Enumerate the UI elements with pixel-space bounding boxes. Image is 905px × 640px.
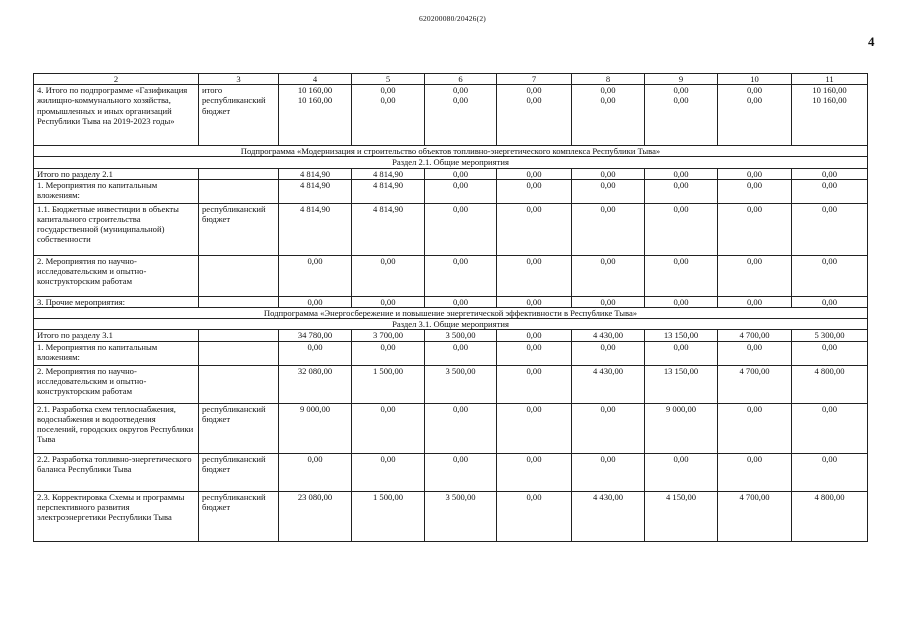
- value-cell: [352, 365, 425, 403]
- value-cell: [792, 330, 868, 341]
- table-row: [34, 453, 868, 491]
- funding-source-line: республиканский бюджет: [202, 453, 266, 474]
- section-heading: Подпрограмма «Модернизация и строительство объектов топливно-энергетического комплекса Республики Тыва»: [34, 146, 868, 157]
- value: 0,00: [452, 179, 469, 190]
- funding-source: [199, 403, 279, 453]
- value: 4 150,00: [665, 491, 697, 502]
- value-cell: [792, 403, 868, 453]
- value: 0,00: [600, 203, 616, 214]
- value: 3 700,00: [372, 330, 404, 341]
- table-row: [34, 168, 868, 179]
- value-cell: [718, 168, 792, 179]
- value-cell: [645, 179, 718, 203]
- value: 0,00: [526, 95, 542, 106]
- value: 0,00: [380, 85, 396, 96]
- value-cell: [572, 168, 645, 179]
- value-cell: [792, 296, 868, 307]
- value-cell: [572, 365, 645, 403]
- value: 1 500,00: [372, 365, 404, 376]
- value: 10 160,00: [812, 95, 847, 106]
- column-header: 10: [718, 74, 792, 85]
- value-cell: [572, 255, 645, 296]
- table-row: [34, 179, 868, 203]
- value: 0,00: [746, 341, 763, 352]
- value: 0,00: [526, 341, 542, 352]
- value: 4 814,90: [299, 179, 331, 190]
- funding-source-line: республиканский бюджет: [202, 203, 266, 225]
- value: 0,00: [821, 403, 838, 414]
- value: 34 780,00: [297, 330, 333, 341]
- value: 0,00: [821, 453, 838, 464]
- value-cell: [497, 296, 572, 307]
- row-name: 1. Мероприятия по капитальным вложениям:: [34, 179, 199, 203]
- value-cell: [279, 168, 352, 179]
- value: 0,00: [526, 85, 542, 96]
- value-cell: [352, 491, 425, 541]
- value: 0,00: [673, 341, 689, 352]
- value-cell: [718, 85, 792, 146]
- value: 13 150,00: [663, 365, 699, 376]
- table-row: [34, 85, 868, 146]
- row-name: 2.1. Разработка схем теплоснабжения, водоснабжения и водоотведения поселений, городских округов Республики Тыва: [34, 403, 199, 453]
- value-cell: [425, 203, 497, 255]
- value: 0,00: [452, 255, 469, 266]
- value-cell: [572, 203, 645, 255]
- value-cell: [425, 330, 497, 341]
- value: 0,00: [673, 203, 689, 214]
- value-cell: [792, 179, 868, 203]
- value-cell: [792, 365, 868, 403]
- value: 4 800,00: [814, 365, 845, 376]
- value: 5 300,00: [814, 330, 845, 341]
- value: 0,00: [673, 95, 689, 106]
- value: 9 000,00: [299, 403, 331, 414]
- value: 0,00: [526, 403, 542, 414]
- value: 0,00: [452, 168, 469, 179]
- table-row: [34, 203, 868, 255]
- value: 0,00: [746, 296, 763, 307]
- value-cell: [425, 491, 497, 541]
- section-heading: Подпрограмма «Энергосбережение и повышение энергетической эффективности в Республике Тыва»: [34, 308, 868, 319]
- value-cell: [497, 255, 572, 296]
- column-header: 8: [572, 74, 645, 85]
- value-cell: [352, 296, 425, 307]
- value-cell: [645, 453, 718, 491]
- value: 0,00: [600, 168, 616, 179]
- funding-source: [199, 453, 279, 491]
- value: 0,00: [526, 203, 542, 214]
- value: 0,00: [821, 296, 838, 307]
- value: 0,00: [452, 95, 469, 106]
- value: 23 080,00: [297, 491, 333, 502]
- column-header: 4: [279, 74, 352, 85]
- value: 0,00: [380, 255, 396, 266]
- value: 0,00: [600, 255, 616, 266]
- value-cell: [718, 296, 792, 307]
- column-header: 5: [352, 74, 425, 85]
- value: 0,00: [452, 341, 469, 352]
- value-cell: [352, 341, 425, 365]
- value-cell: [572, 453, 645, 491]
- funding-source: [199, 330, 279, 341]
- value-cell: [279, 365, 352, 403]
- value: 4 430,00: [592, 365, 624, 376]
- value: 0,00: [600, 179, 616, 190]
- value-cell: [645, 203, 718, 255]
- value-cell: [645, 255, 718, 296]
- value-cell: [792, 168, 868, 179]
- value-cell: [645, 330, 718, 341]
- value: 0,00: [526, 330, 542, 341]
- value: 0,00: [746, 203, 763, 214]
- value: 4 814,90: [372, 203, 404, 214]
- value: 0,00: [673, 255, 689, 266]
- table-row: [34, 255, 868, 296]
- value-cell: [352, 179, 425, 203]
- value-cell: [497, 85, 572, 146]
- value: 0,00: [600, 453, 616, 464]
- value-cell: [572, 341, 645, 365]
- value: 4 814,90: [372, 168, 404, 179]
- value-cell: [497, 168, 572, 179]
- value-cell: [425, 85, 497, 146]
- value-cell: [279, 296, 352, 307]
- value-cell: [497, 341, 572, 365]
- value: 0,00: [452, 403, 469, 414]
- funding-source: [199, 491, 279, 541]
- section-heading: Раздел 2.1. Общие мероприятия: [34, 157, 868, 168]
- value: 0,00: [526, 453, 542, 464]
- row-name: 1.1. Бюджетные инвестиции в объекты капитального строительства государственной (муниципальной) собственности: [34, 203, 199, 255]
- value: 0,00: [380, 296, 396, 307]
- value-cell: [572, 403, 645, 453]
- value-cell: [425, 296, 497, 307]
- value-cell: [352, 85, 425, 146]
- value-cell: [497, 203, 572, 255]
- funding-source-line: республиканский бюджет: [202, 95, 266, 116]
- value-cell: [497, 365, 572, 403]
- value: 0,00: [821, 255, 838, 266]
- value-cell: [645, 341, 718, 365]
- value: 0,00: [673, 179, 689, 190]
- value: 0,00: [746, 168, 763, 179]
- row-name: 2. Мероприятия по научно-исследовательским и опытно-конструкторским работам: [34, 255, 199, 296]
- value-cell: [718, 403, 792, 453]
- table-row: [34, 341, 868, 365]
- value: 0,00: [746, 85, 763, 96]
- value-cell: [718, 491, 792, 541]
- section-heading-row: [34, 308, 868, 319]
- value-cell: [718, 179, 792, 203]
- value-cell: [352, 453, 425, 491]
- value: 0,00: [307, 453, 323, 464]
- value: 0,00: [673, 85, 689, 96]
- value-cell: [572, 85, 645, 146]
- value-cell: [425, 403, 497, 453]
- value-cell: [425, 365, 497, 403]
- value-cell: [792, 203, 868, 255]
- value-cell: [279, 179, 352, 203]
- column-header: 3: [199, 74, 279, 85]
- value-cell: [718, 255, 792, 296]
- funding-source: [199, 179, 279, 203]
- row-name: 2. Мероприятия по научно-исследовательским и опытно-конструкторским работам: [34, 365, 199, 403]
- row-name: 1. Мероприятия по капитальным вложениям:: [34, 341, 199, 365]
- value: 0,00: [600, 341, 616, 352]
- value: 0,00: [821, 341, 838, 352]
- value-cell: [425, 453, 497, 491]
- row-name: 3. Прочие мероприятия:: [34, 296, 199, 307]
- value: 0,00: [380, 403, 396, 414]
- document-id: 620200080/20426(2): [419, 14, 486, 23]
- value: 0,00: [673, 453, 689, 464]
- value: 0,00: [821, 179, 838, 190]
- value: 4 700,00: [739, 365, 770, 376]
- row-name: 2.3. Корректировка Схемы и программы перспективного развития электроэнергетики Республики Тыва: [34, 491, 199, 541]
- column-header-row: [34, 74, 868, 85]
- section-heading-row: [34, 146, 868, 157]
- funding-source-line: республиканский бюджет: [202, 491, 266, 512]
- value: 0,00: [526, 179, 542, 190]
- value: 0,00: [746, 95, 763, 106]
- value-cell: [352, 203, 425, 255]
- column-header: 2: [34, 74, 199, 85]
- value: 32 080,00: [297, 365, 333, 376]
- value-cell: [279, 491, 352, 541]
- value: 0,00: [380, 95, 396, 106]
- value: 0,00: [600, 403, 616, 414]
- value: 4 800,00: [814, 491, 845, 502]
- section-heading-row: [34, 157, 868, 168]
- value-cell: [425, 168, 497, 179]
- funding-source: [199, 203, 279, 255]
- value-cell: [792, 85, 868, 146]
- value: 0,00: [452, 296, 469, 307]
- value: 0,00: [821, 168, 838, 179]
- value-cell: [352, 403, 425, 453]
- value: 0,00: [526, 255, 542, 266]
- value: 0,00: [452, 453, 469, 464]
- column-header: 9: [645, 74, 718, 85]
- value-cell: [497, 491, 572, 541]
- value: 3 500,00: [445, 491, 476, 502]
- value-cell: [352, 330, 425, 341]
- value-cell: [279, 203, 352, 255]
- value: 4 430,00: [592, 330, 624, 341]
- section-heading: Раздел 3.1. Общие мероприятия: [34, 319, 868, 330]
- value: 10 160,00: [297, 85, 333, 96]
- funding-source: [199, 341, 279, 365]
- table-row: [34, 403, 868, 453]
- value: 0,00: [600, 296, 616, 307]
- value-cell: [718, 365, 792, 403]
- value-cell: [497, 453, 572, 491]
- value: 0,00: [380, 341, 396, 352]
- value-cell: [425, 255, 497, 296]
- funding-source: [199, 255, 279, 296]
- value: 3 500,00: [445, 365, 476, 376]
- value: 0,00: [600, 95, 616, 106]
- value-cell: [497, 179, 572, 203]
- value-cell: [718, 341, 792, 365]
- value: 10 160,00: [812, 85, 847, 96]
- value: 0,00: [380, 453, 396, 464]
- value-cell: [792, 491, 868, 541]
- value-cell: [425, 341, 497, 365]
- value-cell: [572, 296, 645, 307]
- table-row: [34, 330, 868, 341]
- value-cell: [572, 491, 645, 541]
- value-cell: [279, 255, 352, 296]
- value-cell: [718, 453, 792, 491]
- section-heading-row: [34, 319, 868, 330]
- value: 0,00: [746, 453, 763, 464]
- budget-table: [33, 73, 868, 542]
- value: 0,00: [526, 365, 542, 376]
- value: 4 814,90: [299, 203, 331, 214]
- value-cell: [279, 330, 352, 341]
- value: 0,00: [746, 255, 763, 266]
- value-cell: [352, 168, 425, 179]
- funding-source: [199, 85, 279, 146]
- value: 0,00: [526, 491, 542, 502]
- row-name: 2.2. Разработка топливно-энергетического баланса Республики Тыва: [34, 453, 199, 491]
- table-row: [34, 365, 868, 403]
- value-cell: [572, 179, 645, 203]
- value: 0,00: [452, 203, 469, 214]
- table-row: [34, 296, 868, 307]
- value: 4 700,00: [739, 491, 770, 502]
- value-cell: [279, 341, 352, 365]
- value-cell: [279, 403, 352, 453]
- value-cell: [497, 403, 572, 453]
- value-cell: [279, 85, 352, 146]
- funding-source-line: итого: [202, 85, 223, 96]
- value: 4 814,90: [372, 179, 404, 190]
- value-cell: [572, 330, 645, 341]
- value: 1 500,00: [372, 491, 404, 502]
- value-cell: [497, 330, 572, 341]
- value-cell: [645, 365, 718, 403]
- page-number: 4: [868, 34, 875, 49]
- value: 10 160,00: [297, 95, 333, 106]
- funding-source: [199, 365, 279, 403]
- column-header: 7: [497, 74, 572, 85]
- value: 0,00: [600, 85, 616, 96]
- value-cell: [792, 341, 868, 365]
- value: 0,00: [307, 255, 323, 266]
- value-cell: [718, 330, 792, 341]
- value-cell: [645, 168, 718, 179]
- funding-source-line: республиканский бюджет: [202, 403, 266, 424]
- value-cell: [425, 179, 497, 203]
- value: 0,00: [746, 179, 763, 190]
- row-name: 4. Итого по подпрограмме «Газификация жилищно-коммунального хозяйства, промышленных и иных организаций Республики Тыва на 2019-2023 годы»: [34, 85, 199, 146]
- row-name: Итого по разделу 2.1: [34, 168, 199, 179]
- value: 4 700,00: [739, 330, 770, 341]
- value: 9 000,00: [665, 403, 697, 414]
- funding-source: [199, 168, 279, 179]
- value: 0,00: [526, 168, 542, 179]
- table-row: [34, 491, 868, 541]
- value: 3 500,00: [445, 330, 476, 341]
- value-cell: [792, 255, 868, 296]
- value: 0,00: [673, 296, 689, 307]
- value-cell: [792, 453, 868, 491]
- funding-source: [199, 296, 279, 307]
- value: 0,00: [673, 168, 689, 179]
- row-name: Итого по разделу 3.1: [34, 330, 199, 341]
- value: 0,00: [307, 296, 323, 307]
- value-cell: [279, 453, 352, 491]
- value: 0,00: [526, 296, 542, 307]
- value: 13 150,00: [663, 330, 699, 341]
- value: 0,00: [746, 403, 763, 414]
- value-cell: [645, 85, 718, 146]
- value-cell: [645, 296, 718, 307]
- value: 0,00: [821, 203, 838, 214]
- value: 4 814,90: [299, 168, 331, 179]
- value: 4 430,00: [592, 491, 624, 502]
- value: 0,00: [307, 341, 323, 352]
- value-cell: [645, 403, 718, 453]
- value-cell: [718, 203, 792, 255]
- value-cell: [645, 491, 718, 541]
- column-header: 6: [425, 74, 497, 85]
- column-header: 11: [792, 74, 868, 85]
- value-cell: [352, 255, 425, 296]
- value: 0,00: [452, 85, 469, 96]
